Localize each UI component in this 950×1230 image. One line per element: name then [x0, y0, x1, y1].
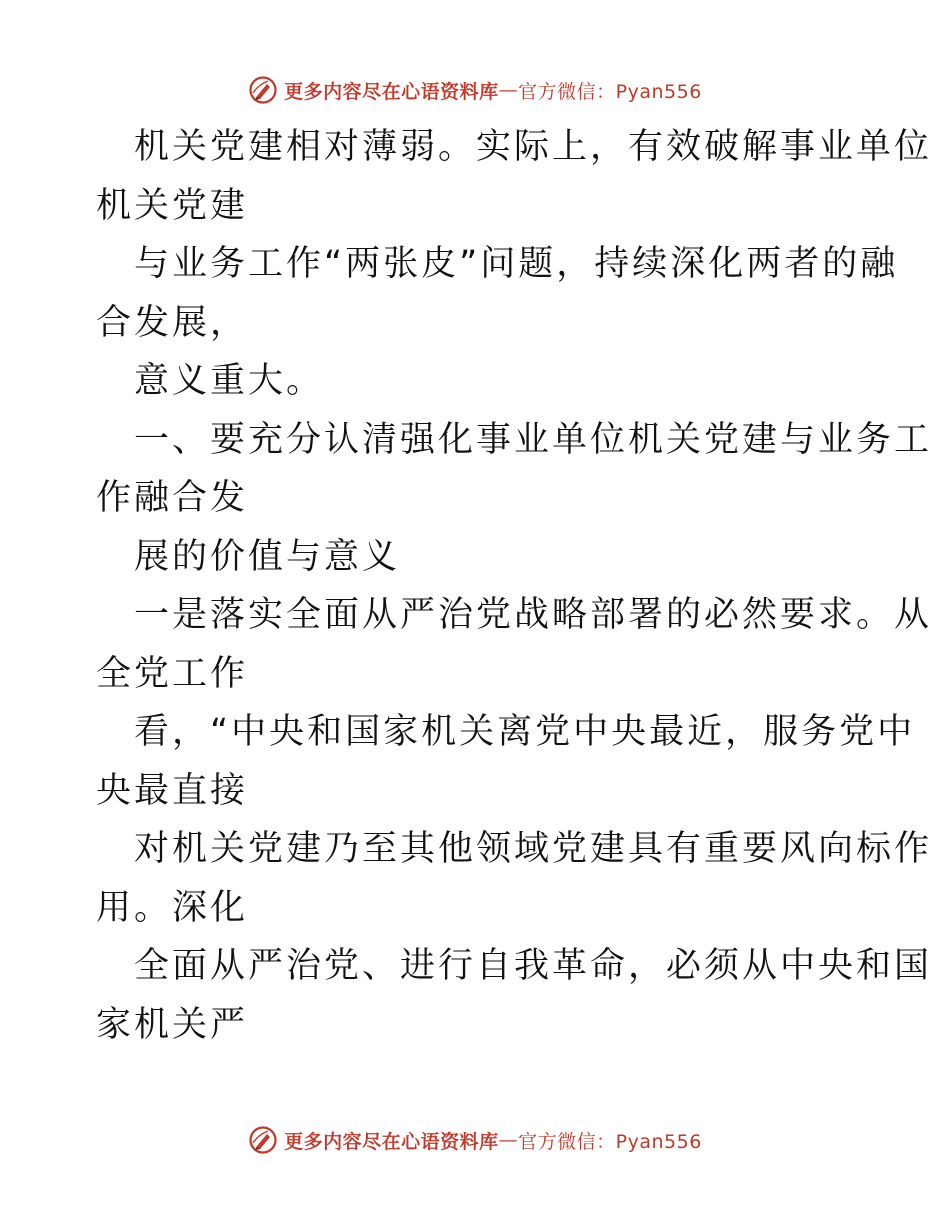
- pen-logo-icon: [248, 1125, 278, 1155]
- text-line: 一、要充分认清强化事业单位机关党建与业务工: [134, 419, 933, 460]
- text-line: 全面从严治党、进行自我革命，必须从中央和国: [134, 946, 933, 986]
- pen-logo-icon: [248, 75, 278, 105]
- document-body: [96, 118, 933, 1054]
- text-line: 对机关党建乃至其他领域党建具有重要风向标作: [134, 829, 933, 869]
- watermark-contact: 官方微信：Pyan556: [518, 80, 702, 103]
- text-line: 一是落实全面从严治党战略部署的必然要求。从: [134, 595, 933, 635]
- watermark-dash: —: [498, 1129, 519, 1151]
- text-line: 作融合发: [96, 478, 249, 518]
- text-line: 合发展，: [96, 302, 249, 343]
- text-line: 看，“中央和国家机关离党中央最近，服务党中: [134, 712, 916, 752]
- text-line: 意义重大。: [134, 361, 325, 401]
- text-line: 全党工作: [96, 653, 249, 694]
- watermark-contact: 官方微信：Pyan556: [518, 1130, 702, 1153]
- text-line: 机关党建相对薄弱。实际上，有效破解事业单位: [134, 127, 933, 167]
- watermark-dash: —: [498, 79, 519, 101]
- text-line: 用。深化: [96, 887, 249, 928]
- text-line: 展的价值与意义: [134, 536, 401, 577]
- watermark-title: 更多内容尽在心语资料库: [284, 80, 499, 103]
- text-line: 央最直接: [96, 770, 249, 811]
- watermark-title: 更多内容尽在心语资料库: [284, 1130, 499, 1153]
- text-line: 家机关严: [96, 1004, 249, 1045]
- text-line: 与业务工作“两张皮”问题，持续深化两者的融: [134, 244, 899, 284]
- footer-watermark: [0, 1122, 950, 1158]
- header-watermark: [0, 72, 950, 108]
- text-line: 机关党建: [96, 185, 249, 226]
